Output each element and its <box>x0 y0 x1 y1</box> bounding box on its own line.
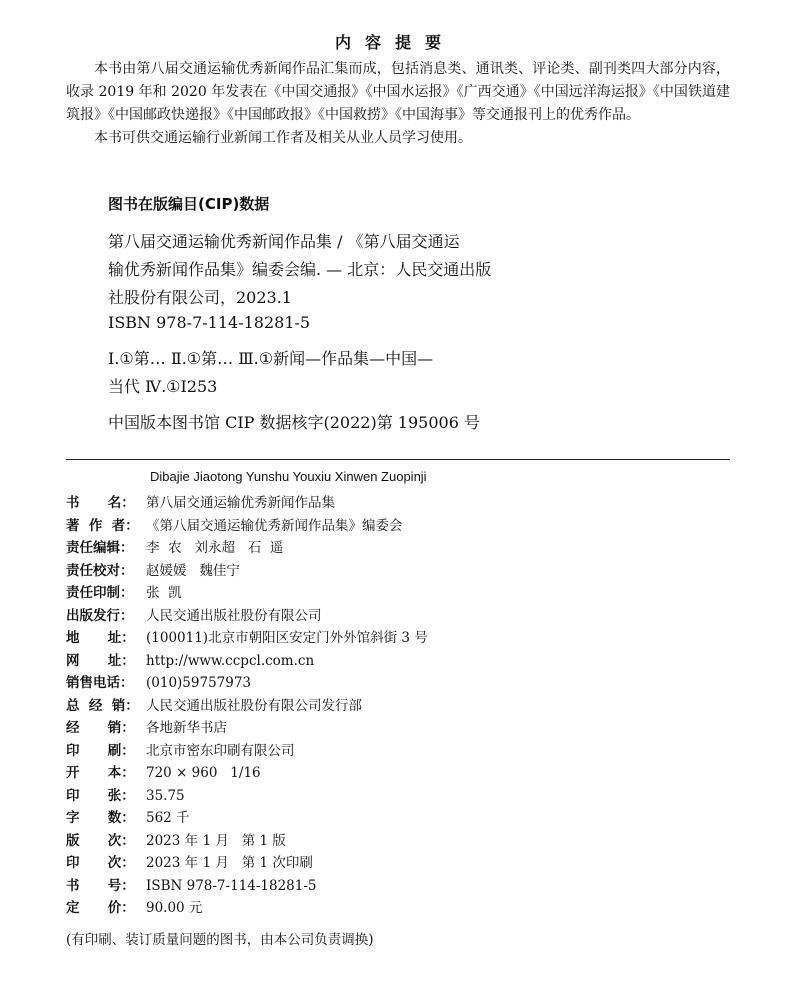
metadata-value: 张 凯 <box>146 585 182 601</box>
cip-heading: 图书在版编目(CIP)数据 <box>108 195 270 213</box>
cip-classification <box>108 345 568 401</box>
cip-classification-line: 当代 Ⅳ.①I253 <box>108 377 218 396</box>
metadata-value: ISBN 978-7-114-18281-5 <box>146 877 317 894</box>
metadata-label: 责任校对： <box>66 562 134 579</box>
metadata-label: 书 号： <box>66 877 135 894</box>
metadata-label: 印 刷： <box>66 742 135 759</box>
metadata-row <box>66 605 730 628</box>
metadata-label: 经 销： <box>66 720 135 736</box>
metadata-label: 开 本： <box>66 765 135 781</box>
metadata-value: 90.00 元 <box>146 900 203 916</box>
metadata-value: 李 农 刘永超 石 遥 <box>146 540 284 556</box>
summary-text <box>66 58 730 150</box>
metadata-row <box>66 627 730 650</box>
cip-classification-line: Ⅰ.①第… Ⅱ.①第… Ⅲ.①新闻—作品集—中国— <box>108 349 434 368</box>
metadata-row <box>66 807 730 830</box>
metadata-row <box>66 785 730 808</box>
cip-title-entry <box>108 228 568 312</box>
summary-title: 内容提要 <box>334 33 455 52</box>
metadata-row <box>66 582 730 605</box>
cip-title-line: 社股份有限公司，2023.1 <box>108 288 292 307</box>
metadata-value: 2023 年 1 月 第 1 版 <box>146 832 286 849</box>
metadata-row <box>66 875 730 898</box>
metadata-value: 《第八届交通运输优秀新闻作品集》编委会 <box>146 517 403 534</box>
metadata-label: 印 张： <box>66 787 135 804</box>
metadata-value: 赵媛媛 魏佳宁 <box>146 562 240 579</box>
metadata-value: 第八届交通运输优秀新闻作品集 <box>146 495 335 511</box>
summary-paragraph: 本书由第八届交通运输优秀新闻作品汇集而成，包括消息类、通讯类、评论类、副刊类四大部分内容，收录 2019 年和 2020 年发表在《中国交通报》《中国水运报》《广西交通》《中国远洋海运报》《中国铁道建筑报》《中国邮政快递报》《中国邮政报》《中国救捞》《中国海事》等交通报刊上的优秀作品。 <box>66 61 730 123</box>
metadata-row <box>66 672 730 695</box>
metadata-label: 版 次： <box>66 832 135 849</box>
metadata-value: (010)59757973 <box>146 675 252 691</box>
metadata-label: 印 次： <box>66 855 135 871</box>
metadata-label: 著 作 者： <box>66 517 139 534</box>
metadata-row <box>66 492 730 515</box>
metadata-value: 2023 年 1 月 第 1 次印刷 <box>146 855 313 871</box>
metadata-label: 网 址： <box>66 652 135 669</box>
metadata-label: 出版发行： <box>66 607 134 624</box>
cip-number: 中国版本图书馆 CIP 数据核字(2022)第 195006 号 <box>108 413 480 432</box>
metadata-value: (100011)北京市朝阳区安定门外外馆斜街 3 号 <box>146 630 428 646</box>
metadata-value: 35.75 <box>146 787 185 804</box>
metadata-row <box>66 717 730 740</box>
metadata-row <box>66 650 730 673</box>
metadata-label: 书 名： <box>66 495 135 511</box>
metadata-label: 总 经 销： <box>66 697 139 714</box>
metadata-label: 责任编辑： <box>66 540 134 556</box>
metadata-value: 各地新华书店 <box>146 720 227 736</box>
metadata-label: 地 址： <box>66 630 135 646</box>
metadata-row <box>66 537 730 560</box>
metadata-row <box>66 515 730 538</box>
metadata-value: 北京市密东印刷有限公司 <box>146 742 295 759</box>
metadata-row <box>66 762 730 785</box>
divider <box>66 459 730 460</box>
metadata-label: 字 数： <box>66 810 135 826</box>
metadata-value: 人民交通出版社股份有限公司 <box>146 607 322 624</box>
pinyin-title: Dibajie Jiaotong Yunshu Youxiu Xinwen Zuopinji <box>150 469 427 484</box>
metadata-row <box>66 560 730 583</box>
metadata-value: http://www.ccpcl.com.cn <box>146 652 315 669</box>
summary-paragraph: 本书可供交通运输行业新闻工作者及相关从业人员学习使用。 <box>94 130 472 146</box>
metadata-row <box>66 740 730 763</box>
metadata-row <box>66 830 730 853</box>
metadata-value: 562 千 <box>146 810 190 826</box>
metadata-row <box>66 852 730 875</box>
metadata-row <box>66 897 730 920</box>
metadata-value: 人民交通出版社股份有限公司发行部 <box>146 697 362 714</box>
metadata-label: 责任印制： <box>66 585 134 601</box>
metadata-label: 定 价： <box>66 900 135 916</box>
cip-title-line: 输优秀新闻作品集》编委会编. — 北京：人民交通出版 <box>108 260 492 279</box>
metadata-row <box>66 695 730 718</box>
quality-notice: (有印刷、装订质量问题的图书，由本公司负责调换) <box>66 932 374 948</box>
metadata-list <box>66 492 730 920</box>
metadata-value: 720 × 960 1/16 <box>146 765 261 781</box>
metadata-label: 销售电话： <box>66 675 134 691</box>
cip-title-line: 第八届交通运输优秀新闻作品集 / 《第八届交通运 <box>108 232 460 251</box>
cip-isbn: ISBN 978-7-114-18281-5 <box>108 313 311 332</box>
